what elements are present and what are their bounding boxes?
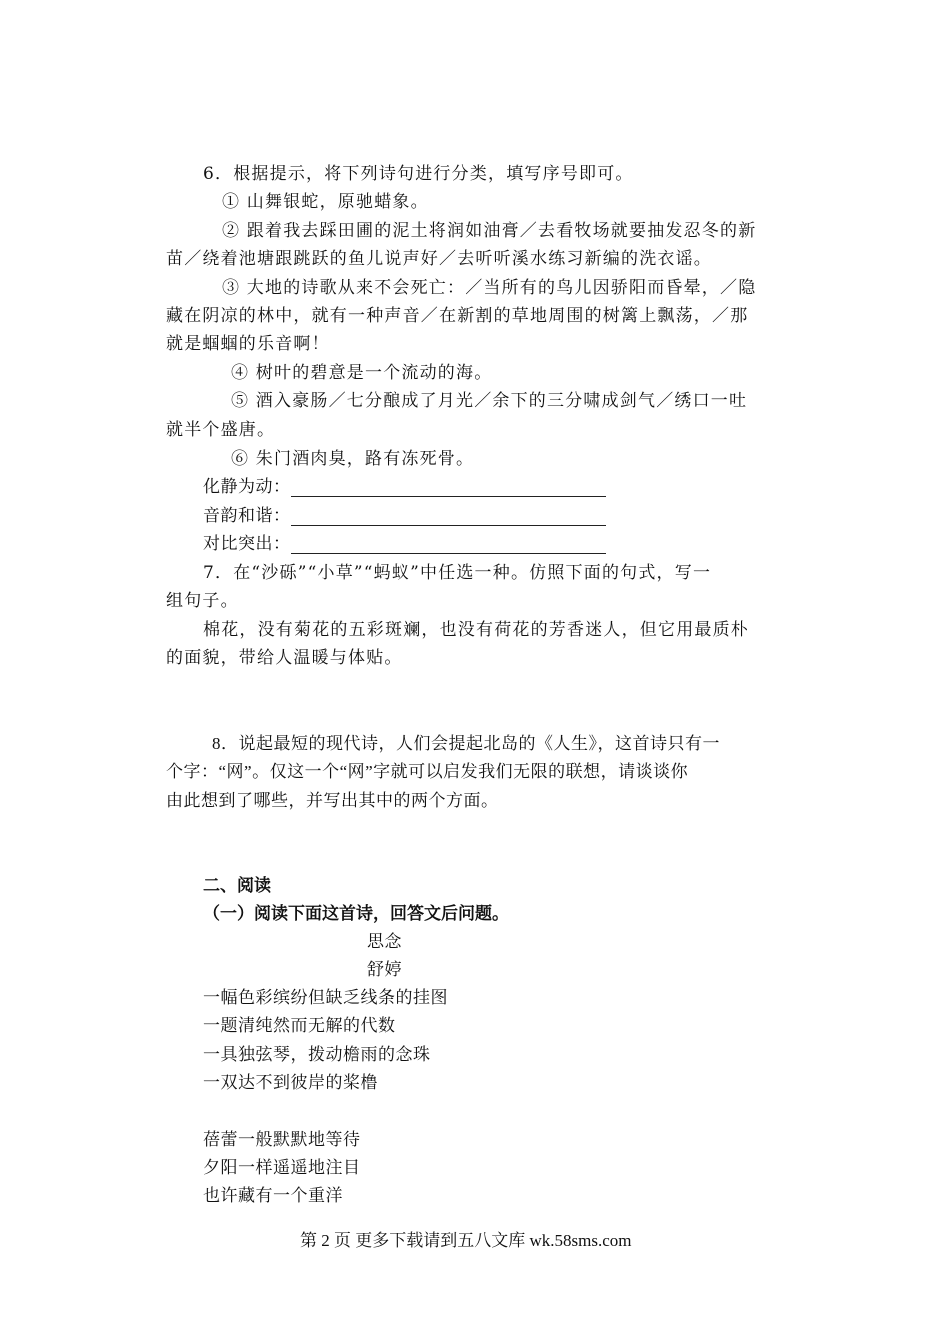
fill-static-to-dynamic: [203, 477, 606, 497]
poem-author: 舒婷: [367, 960, 402, 979]
q6-item-3-line-1: ③ 大地的诗歌从来不会死亡：／当所有的鸟儿因骄阳而昏晕，／隐: [222, 278, 757, 298]
fill-contrast: [203, 534, 606, 554]
fill-label: 音韵和谐：: [203, 506, 291, 525]
q7-example-line-1: 棉花，没有菊花的五彩斑斓，也没有荷花的芳香迷人，但它用最质朴: [203, 620, 749, 640]
answer-blank[interactable]: [291, 480, 606, 497]
fill-label: 化静为动：: [203, 477, 291, 496]
poem-line: 一双达不到彼岸的桨橹: [203, 1073, 378, 1092]
q7-line-2: 组句子。: [166, 591, 239, 611]
q6-item-2-line-2: 苗／绕着池塘跟跳跃的鱼儿说声好／去听听溪水练习新编的洗衣谣。: [166, 249, 712, 269]
q7-example-line-2: 的面貌，带给人温暖与体贴。: [166, 648, 403, 668]
q6-item-1: ① 山舞银蛇，原驰蜡象。: [222, 192, 429, 212]
poem-line: 一幅色彩缤纷但缺乏线条的挂图: [203, 988, 448, 1007]
section-heading: 二、阅读: [203, 876, 271, 896]
poem-line: 一具独弦琴，拨动檐雨的念珠: [203, 1045, 431, 1064]
q8-line-3: 由此想到了哪些，并写出其中的两个方面。: [166, 791, 499, 810]
fill-label: 对比突出：: [203, 534, 291, 553]
fill-rhyme-harmony: [203, 506, 606, 526]
q6-stem: 6．根据提示，将下列诗句进行分类，填写序号即可。: [203, 164, 634, 184]
q6-item-5-line-2: 就半个盛唐。: [166, 420, 276, 440]
poem-line: 夕阳一样遥遥地注目: [203, 1158, 361, 1177]
q8-line-2: 个字：“网”。仅这一个“网”字就可以启发我们无限的联想，请谈谈你: [166, 762, 689, 781]
poem-line: 一题清纯然而无解的代数: [203, 1016, 396, 1035]
q6-item-3-line-2: 藏在阴凉的林中，就有一种声音／在新割的草地周围的树篱上飘荡，／那: [166, 306, 749, 326]
answer-blank[interactable]: [291, 509, 606, 526]
q6-item-6: ⑥ 朱门酒肉臭，路有冻死骨。: [231, 449, 475, 469]
poem-line: 也许藏有一个重洋: [203, 1186, 343, 1205]
q6-item-2-line-1: ② 跟着我去踩田圃的泥土将润如油膏／去看牧场就要抽发忍冬的新: [222, 221, 757, 241]
answer-blank[interactable]: [291, 537, 606, 554]
q8-line-1: 8．说起最短的现代诗，人们会提起北岛的《人生》，这首诗只有一: [212, 734, 720, 753]
section-subheading: （一）阅读下面这首诗，回答文后问题。: [203, 904, 509, 924]
q7-line-1: 7．在“沙砾”“小草”“蚂蚁”中任选一种。仿照下面的句式，写一: [203, 563, 712, 583]
q6-item-4: ④ 树叶的碧意是一个流动的海。: [231, 363, 493, 383]
page-footer: 第 2 页 更多下载请到五八文库 wk.58sms.com: [300, 1231, 632, 1250]
q6-item-3-line-3: 就是蝈蝈的乐音啊！: [166, 334, 330, 354]
poem-title: 思念: [367, 932, 402, 951]
q6-item-5-line-1: ⑤ 酒入豪肠／七分酿成了月光／余下的三分啸成剑气／绣口一吐: [231, 391, 748, 411]
poem-line: 蓓蕾一般默默地等待: [203, 1130, 361, 1149]
